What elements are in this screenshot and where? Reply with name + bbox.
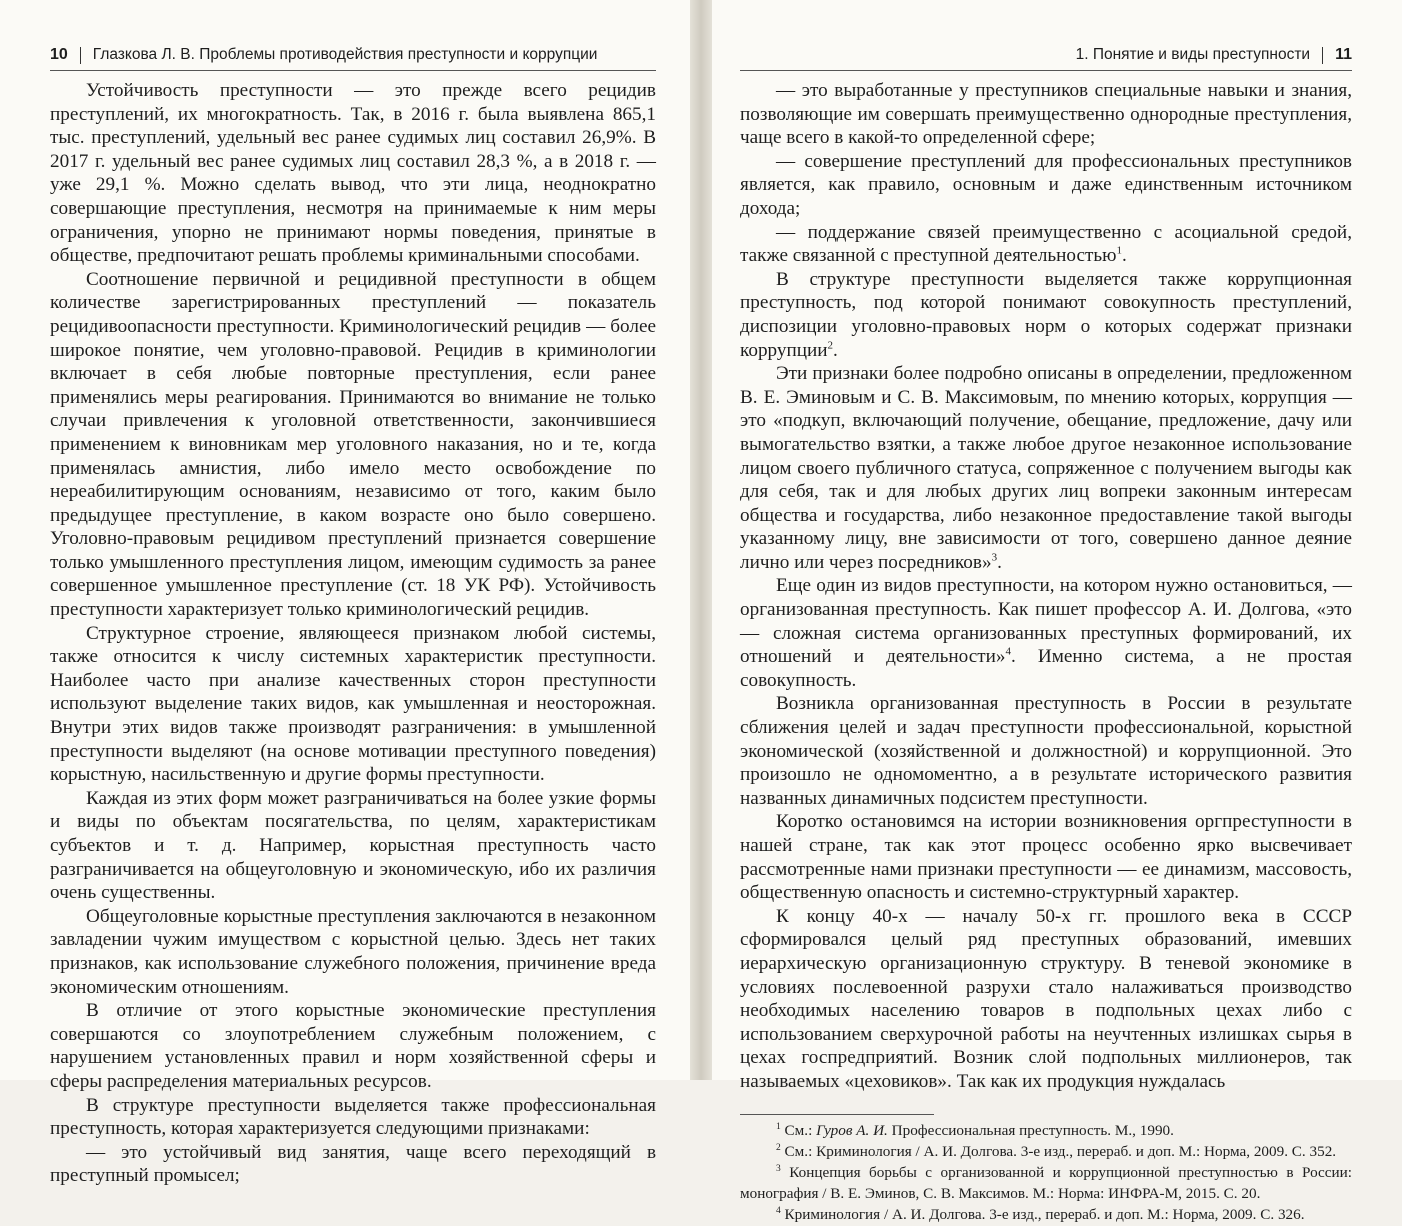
footnote-text: Профессиональная преступность. М., 1990. [887, 1121, 1174, 1139]
left-page-number: 10 [50, 46, 68, 63]
footnote [740, 1205, 1352, 1225]
paragraph-text: . Именно система, а не простая совокупность. [740, 646, 1352, 691]
book-gutter [690, 0, 712, 1080]
paragraph-text: Еще один из видов преступности, на котором нужно остановиться, — организованная преступность. Как пишет профессор А. И. Долгова, «это — сложная система организованных преступных формирований, их отношений и деятельности» [740, 575, 1352, 668]
footnotes [740, 1121, 1352, 1226]
footnote-number: 3 [776, 1164, 781, 1175]
footnote [740, 1142, 1352, 1162]
header-separator [80, 47, 81, 64]
footnote-ref: 2 [827, 339, 834, 352]
footnote-ref: 4 [1005, 645, 1012, 658]
paragraph: В структуре преступности выделяется также коррупционная преступность, под которой понимают совокупность преступлений, диспозиции уголовно-правовых норм о которых содержат признаки коррупции$^2$. [740, 268, 1352, 361]
paragraph: Эти признаки более подробно описаны в определении, предложенном В. Е. Эминовым и С. В. Максимовым, по мнению которых, коррупция — это «подкуп, включающий получение, обещание, предложение, дачу или вымогательство взятки, а также любое другое незаконное использование лицом своего публичного статуса, сопряженное с получением выгоды как для себя, так и для любых других лиц вопреки законным интересам общества и государства, либо незаконное предоставление такой выгоды указанному лицу, вне зависимости от того, совершено данное деяние лично или через посредников»$^3$. [740, 363, 1352, 573]
list-item: — это выработанные у преступников специальные навыки и знания, позволяющие им совершать преимущественно однородные преступления, чаще всего в какой-то определенной сфере; [740, 80, 1352, 149]
footnote-text: Криминология / А. И. Долгова. 3-е изд., перераб. и доп. М.: Норма, 2009. С. 326. [784, 1206, 1305, 1224]
paragraph: Общеуголовные корыстные преступления заключаются в незаконном завладении чужим имуществом с корыстной целью. Здесь нет таких признаков, как использование служебного положения, причинение вреда экономическим отношениям. [50, 905, 656, 998]
paragraph: В структуре преступности выделяется также профессиональная преступность, которая характеризуется следующими признаками: [50, 1094, 656, 1140]
paragraph: В отличие от этого корыстные экономические преступления совершаются со злоупотреблением служебным положением, с нарушением установленных правил и норм хозяйственной сферы и сферы распределения материальных ресурсов. [50, 1000, 656, 1092]
footnote-text: См.: [784, 1121, 817, 1139]
paragraph: Соотношение первичной и рецидивной преступности в общем количестве зарегистрированных преступлений — показатель рецидивоопасности преступности. Криминологический рецидив — более широкое понятие, чем уголовно-правовой. Рецидив в криминологии включает в себя любые повторные преступления, если ранее применялись меры реагирования. Принимаются во внимание не только случаи привлечения к уголовной ответственности, закончившиеся применением к виновникам мер уголовного наказания, но и те, когда применялась амнистия, либо имело место освобождение по нереабилитирующим основаниям, независимо от того, каким было предыдущее преступление, в каком возрасте оно было совершено. Уголовно-правовым рецидивом преступлений признается совершение только умышленного преступления лицом, имеющим судимость за ранее совершенное умышленное преступление (ст. 18 УК РФ). Устойчивость преступности характеризует только криминологический рецидив. [50, 268, 656, 621]
book-title: Глазкова Л. В. Проблемы противодействия преступности и коррупции [92, 46, 598, 63]
footnote-number: 2 [776, 1142, 781, 1153]
footnote-ref: 3 [991, 551, 998, 564]
footnote-text: Концепция борьбы с организованной и коррупционной преступностью в России: монография / В. Е. Эминов, С. В. Максимов. М.: Норма: ИНФРА-М, 2015. С. 20. [740, 1164, 1352, 1202]
footnote-author: Гуров А. И. [816, 1121, 888, 1139]
list-item: — поддержание связей преимущественно с асоциальной средой, также связанной с преступной деятельностью$^1$. [740, 221, 1352, 267]
paragraph: Возникла организованная преступность в России в результате сближения целей и задач преступности профессиональной, корыстной экономической (хозяйственной и должностной) и коррупционной. Это произошло не одномоментно, а в результате исторического развития названных динамичных подсистем преступности. [740, 693, 1352, 809]
footnote-number: 1 [776, 1121, 781, 1132]
left-running-head [50, 44, 656, 71]
paragraph: Структурное строение, являющееся признаком любой системы, также относится к числу системных характеристик преступности. Наиболее часто при анализе качественных сторон преступности используют выделение таких видов, как умышленная и неосторожная. Внутри этих видов также производят разграничения: в умышленной преступности выделяют (на основе мотивации преступного поведения) корыстную, насильственную и другие формы преступности. [50, 622, 656, 786]
right-body-text [740, 79, 1352, 1094]
header-separator [1322, 47, 1323, 64]
right-page-number: 11 [1335, 46, 1352, 63]
section-title: 1. Понятие и виды преступности [1075, 46, 1311, 63]
paragraph: Каждая из этих форм может разграничиваться на более узкие формы и виды по объектам посягательства, по целям, характеристикам субъектов и т. д. Например, корыстная преступность часто разграничивается на общеуголовную и экономическую, ибо их различия очень существенны. [50, 787, 656, 904]
footnote [740, 1163, 1352, 1204]
footnote [740, 1121, 1352, 1141]
paragraph [740, 574, 1352, 692]
footnote-divider [740, 1114, 934, 1115]
left-body-text [50, 79, 656, 1188]
right-page [712, 0, 1402, 1224]
paragraph-text: Эти признаки более подробно описаны в определении, предложенном В. Е. Эминовым и С. В. Максимовым, по мнению которых, коррупция — это «подкуп, включающий получение, обещание, предложение, дачу или вымогательство взятки, а также любое другое незаконное использование лицом своего публичного статуса, сопряженное с получением выгоды как для себя, так и для любых других лиц вопреки законным интересам общества и государства, либо незаконное предоставление такой выгоды указанному лицу, вне зависимости от того, совершено данное деяние лично или через посредников» [740, 363, 1352, 573]
paragraph: Устойчивость преступности — это прежде всего рецидив преступлений, их многократность. Так, в 2016 г. была выявлена 865,1 тыс. преступлений, удельный вес ранее судимых лиц составил 26,9%. В 2017 г. удельный вес ранее судимых лиц составил 28,3 %, а в 2018 г. — уже 29,1 %. Можно сделать вывод, что эти лица, неоднократно совершающие преступления, несмотря на принимаемые к ним меры ограничения, упорно не принимают нормы поведения, принятые в обществе, предпочитают решать проблемы криминальными способами. [50, 80, 656, 267]
footnote-text: См.: Криминология / А. И. Долгова. 3-е изд., перераб. и доп. М.: Норма, 2009. С. 352. [784, 1142, 1337, 1160]
paragraph: К концу 40-х — началу 50-х гг. прошлого века в СССР сформировался целый ряд преступных образований, имевших иерархическую организационную структуру. В теневой экономике в условиях послевоенной разрухи стало налаживаться производство необходимых населению товаров в подпольных цехах либо с использованием сверхурочной работы на неучтенных излишках сырья в цехах госпредприятий. Возник слой подпольных миллионеров, так называемых «цеховиков». Так как их продукция нуждалась [740, 905, 1352, 1092]
paragraph-text: В структуре преступности выделяется также коррупционная преступность, под которой понимают совокупность преступлений, диспозиции уголовно-правовых норм о которых содержат признаки коррупции [740, 268, 1352, 361]
footnote-ref: 1 [1116, 244, 1122, 257]
list-item: — совершение преступлений для профессиональных преступников является, как правило, основным и даже единственным источником дохода; [740, 150, 1352, 219]
footnote-number: 4 [776, 1206, 781, 1217]
left-page [0, 0, 690, 1187]
paragraph-text: — поддержание связей преимущественно с асоциальной средой, также связанной с преступной деятельностью [740, 221, 1352, 267]
right-running-head [740, 44, 1352, 71]
list-item: — это устойчивый вид занятия, чаще всего переходящий в преступный промысел; [50, 1141, 656, 1187]
paragraph: Коротко остановимся на истории возникновения оргпреступности в нашей стране, так как этот процесс особенно ярко высвечивает рассмотренные нами признаки преступности — ее динамизм, массовость, общественную опасность и системно-структурный характер. [740, 811, 1352, 904]
